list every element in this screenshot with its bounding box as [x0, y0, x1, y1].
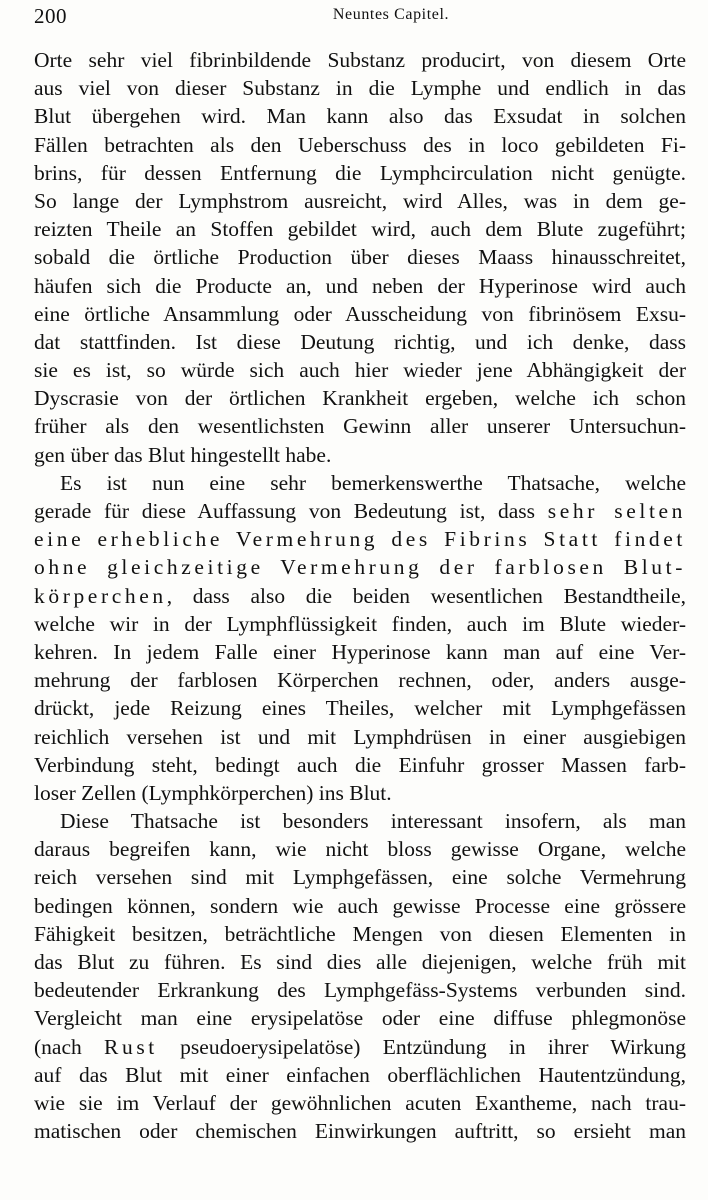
emphasis-text: ohne gleichzeitige Vermehrung der farblosen Blut-: [34, 555, 686, 580]
text-line: Vergleicht man eine erysipelatöse oder eine diffuse phlegmonöse: [34, 1006, 686, 1031]
text-run: gerade für diese Auffassung von Bedeutung ist, dass: [34, 499, 536, 523]
text-line: sie es ist, so würde sich auch hier wieder jene Abhängigkeit der: [34, 358, 686, 383]
page-header: [34, 4, 688, 32]
text-line: daraus begreifen kann, wie nicht bloss gewisse Organe, welche: [34, 837, 686, 862]
emphasis-text: körperchen: [34, 583, 167, 608]
text-line: kehren. In jedem Falle einer Hyperinose kann man auf eine Ver-: [34, 639, 686, 664]
text-line: Dyscrasie von der örtlichen Krankheit ergeben, welche ich schon: [34, 386, 686, 411]
text-line: dat stattfinden. Ist diese Deutung richtig, und ich denke, dass: [34, 329, 686, 354]
paragraph-last-line: loser Zellen (Lymphkörperchen) ins Blut.: [34, 780, 392, 805]
page-number: 200: [34, 4, 67, 28]
running-head: Neuntes Capitel.: [332, 6, 450, 23]
text-line: eine örtliche Ansammlung oder Ausscheidung von fibrinösem Exsu-: [34, 301, 686, 326]
text-line: aus viel von dieser Substanz in die Lymphe und endlich in das: [34, 76, 686, 101]
text-line: So lange der Lymphstrom ausreicht, wird Alles, was in dem ge-: [34, 188, 686, 213]
text-line: früher als den wesentlichsten Gewinn aller unserer Untersuchun-: [34, 414, 686, 439]
emphasis-text: sehr selten: [547, 499, 687, 523]
text-line: bedeutender Erkrankung des Lymphgefäss-Systems verbunden sind.: [34, 978, 686, 1003]
emphasis-text: eine erhebliche Vermehrung des Fibrins Statt findet: [34, 527, 686, 552]
text-run: (nach: [34, 1034, 105, 1059]
text-line: mehrung der farblosen Körperchen rechnen, oder, anders ausge-: [34, 668, 686, 693]
text-line: [34, 497, 686, 525]
paragraph-first-line: Es ist nun eine sehr bemerkenswerthe Thatsache, welche: [60, 470, 686, 495]
text-line: [34, 553, 686, 581]
text-line: sobald die örtliche Production über dieses Maass hinausschreitet,: [34, 245, 686, 270]
text-line: brins, für dessen Entfernung die Lymphcirculation nicht genügte.: [34, 160, 686, 185]
text-line: häufen sich die Producte an, und neben der Hyperinose wird auch: [34, 273, 686, 298]
text-line: [34, 1033, 686, 1061]
text-line: reizten Theile an Stoffen gebildet wird, auch dem Blute zugeführt;: [34, 217, 686, 242]
text-line: [34, 582, 686, 610]
text-line: auf das Blut mit einer einfachen oberflächlichen Hautentzündung,: [34, 1062, 686, 1087]
text-line: Fähigkeit besitzen, beträchtliche Mengen von diesen Elementen in: [34, 921, 686, 946]
text-run: pseudoerysipelatöse) Entzündung in ihrer Wirkung: [157, 1034, 686, 1059]
text-line: welche wir in der Lymphflüssigkeit finden, auch im Blute wieder-: [34, 611, 686, 636]
text-line: Orte sehr viel fibrinbildende Substanz producirt, von diesem Orte: [34, 48, 686, 72]
text-line: matischen oder chemischen Einwirkungen auftritt, so ersieht man: [34, 1119, 686, 1144]
text-line: wie sie im Verlauf der gewöhnlichen acuten Exantheme, nach trau-: [34, 1090, 686, 1115]
text-line: das Blut zu führen. Es sind dies alle diejenigen, welche früh mit: [34, 950, 686, 974]
text-line: reichlich versehen ist und mit Lymphdrüsen in einer ausgiebigen: [34, 724, 686, 749]
paragraph-first-line: Diese Thatsache ist besonders interessant insofern, als man: [60, 809, 686, 834]
text-line: Fällen betrachten als den Ueberschuss des in loco gebildeten Fi-: [34, 132, 686, 157]
text-line: [34, 525, 686, 553]
text-line: Verbindung steht, bedingt auch die Einfuhr grosser Massen farb-: [34, 752, 686, 777]
paragraph-last-line: gen über das Blut hingestellt habe.: [34, 442, 332, 467]
text-line: drückt, jede Reizung eines Theiles, welcher mit Lymphgefässen: [34, 696, 686, 721]
body-text: [34, 46, 686, 1145]
emphasis-text: Rust: [104, 1034, 158, 1059]
text-line: reich versehen sind mit Lymphgefässen, eine solche Vermehrung: [34, 865, 686, 890]
text-line: bedingen können, sondern wie auch gewisse Processe eine grössere: [34, 893, 686, 918]
text-run: , dass also die beiden wesentlichen Bestandtheile,: [166, 583, 686, 608]
text-line: Blut übergehen wird. Man kann also das Exsudat in solchen: [34, 104, 686, 129]
